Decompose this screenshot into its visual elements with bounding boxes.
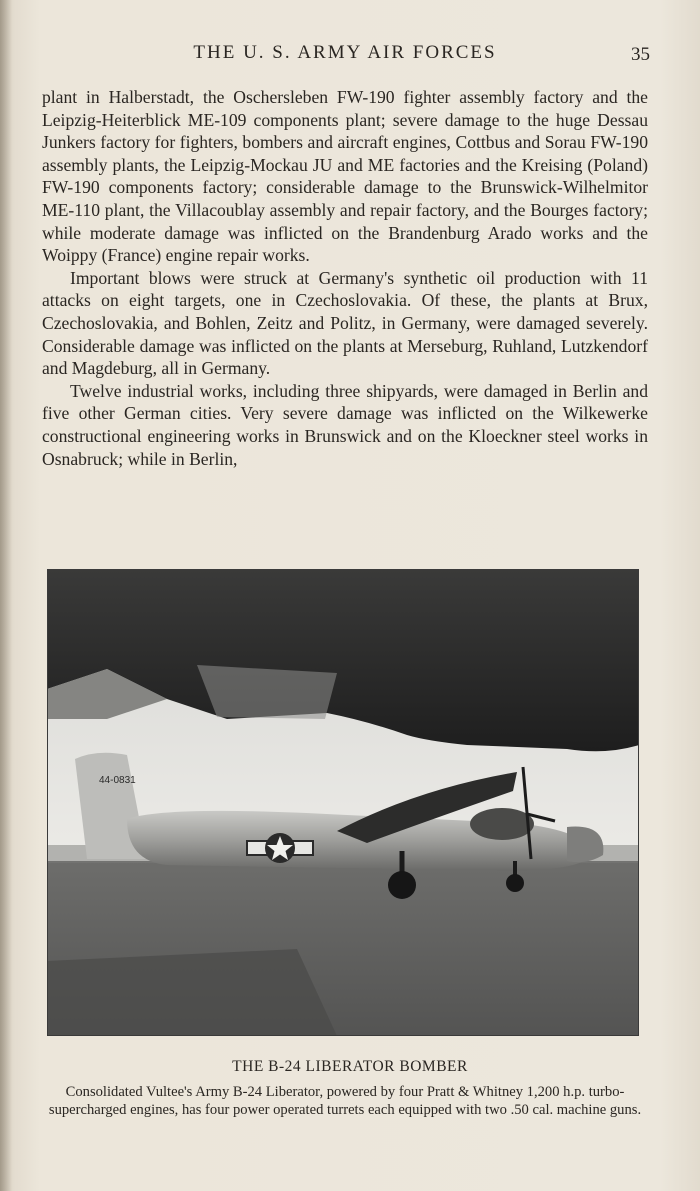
caption-text: Consolidated Vultee's Army B-24 Liberator, powered by four Pratt & Whitney 1,200 h.p. turbo-supercharged engines, has four power operated turrets each equipped with two .50 cal. machine guns. [48,1084,642,1118]
caption-title: THE B-24 LIBERATOR BOMBER [232,1058,468,1075]
page-header [40,40,650,70]
binding-shadow [0,0,12,1191]
body-text [42,86,648,470]
engine-nacelle [470,808,534,840]
tarmac-shadow [47,949,337,1036]
paragraph-2: Important blows were struck at Germany's synthetic oil production with 11 attacks on eight targets, one in Czechoslovakia. Of these, the plants at Brux, Czechoslovakia, and Bohlen, Zeitz and Politz, in Germany, were damaged severely. Considerable damage was inflicted on the plants at Merseburg, Ruhland, Lutzkendorf and Magdeburg, all in Germany. [42,267,648,379]
photo-illustration [47,569,639,1036]
running-title: THE U. S. ARMY AIR FORCES [193,42,497,63]
paragraph-1: plant in Halberstadt, the Oschersleben FW-190 fighter assembly factory and the Leipzig-Heiterblick ME-109 components plant; severe damage to the huge Dessau Junkers factory for fighters, bombers and aircraft engines, Cottbus and Sorau FW-190 assembly plants, the Leipzig-Mockau JU and ME factories and the Kreising (Poland) FW-190 components factory; considerable damage to the Brunswick-Wilhelmitor ME-110 plant, the Villacoublay assembly and repair factory, and the Bourges factory; while moderate damage was inflicted on the Brandenburg Arado works and the Woippy (France) engine repair works. [42,87,648,266]
wing-reflection [197,665,337,719]
b24-bomber-photo [47,569,639,1036]
page-number: 35 [631,44,650,65]
tail-number: 44-0831 [99,775,136,786]
paragraph-3: Twelve industrial works, including three shipyards, were damaged in Berlin and five other German cities. Very severe damage was inflicted on the Wilkewerke constructional engineering works in Brunswick and on the Kloeckner steel works in Osnabruck; while in Berlin, [42,380,648,469]
